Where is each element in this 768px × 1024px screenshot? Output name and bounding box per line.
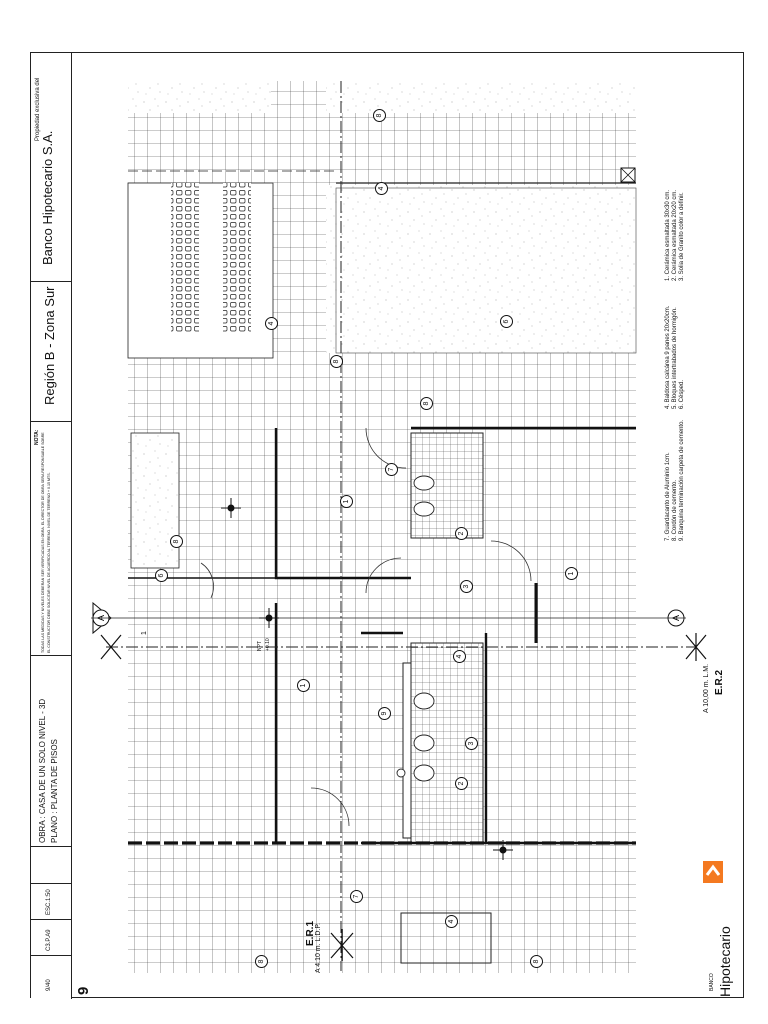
patio-lawn [336, 188, 636, 353]
page-number: 9 [75, 986, 92, 995]
nota-line-2: EL CONSTRUCTOR DEBE SOLICITAR NIVEL DE ACUERDO AL TERRENO. NIVEL DE TERRENO + 0.15 MTS. [47, 472, 51, 653]
title-block [31, 53, 72, 999]
logo-small-text: BANCO [709, 973, 715, 991]
section-a-right-label: A [671, 614, 681, 622]
logo-mark [703, 861, 723, 883]
region-label: Región B - Zona Sur [42, 286, 57, 405]
floor-plan [31, 53, 745, 999]
legend-col-1 [665, 190, 686, 281]
legend-item: 9. Banquina terminación carpeta de cemento. [679, 419, 685, 541]
legend-item: 2. Cerámica esmaltada 20x20 cm. [672, 189, 678, 281]
material-tag: 7 [385, 463, 398, 476]
material-tag: 4 [445, 915, 458, 928]
legend-item: 6. Césped. [679, 379, 685, 409]
tiled-floor-main [128, 353, 636, 973]
er1-label: E.R.1 [305, 920, 316, 946]
parking-area [128, 183, 273, 358]
material-tag: 6 [155, 569, 168, 582]
npt-label: NPT [257, 641, 263, 651]
code-label: C3.P.A9 [46, 929, 52, 951]
er1-level: A 4.10 m. L.D.P. [315, 922, 322, 973]
material-tag: 8 [170, 535, 183, 548]
legend-item: 1. Cerámica esmaltada 30x30 cm. [665, 189, 671, 281]
material-tag: 4 [453, 650, 466, 663]
material-tag: 1 [340, 495, 353, 508]
material-tag: 8 [255, 955, 268, 968]
npt-level: +0.10 [265, 638, 271, 651]
owner-caption: Propiedad exclusiva del [35, 77, 41, 141]
owner-name: Banco Hipotecario S.A. [40, 130, 55, 265]
material-tag: 7 [350, 890, 363, 903]
material-tag: 8 [373, 109, 386, 122]
side-lawn [131, 433, 179, 568]
material-tag: 3 [460, 580, 473, 593]
section-a-left-label: A [96, 614, 106, 622]
tiled-floor-top [128, 113, 636, 185]
scale-label: ESC.1:50 [46, 889, 52, 915]
material-tag: 4 [375, 182, 388, 195]
legend-item: 5. Bloques intertrabados de hormigón. [672, 307, 678, 409]
material-tag: 8 [420, 397, 433, 410]
legend-item: 4. Baldosa calcárea 9 panes 20x20cm. [665, 305, 671, 409]
sheet-ref: 9/40 [46, 979, 52, 991]
legend-item: 7. Guardacanto de Aluminio 1cm. [665, 452, 671, 541]
axis-mark-label: 1 [141, 631, 148, 635]
tiled-walkway [271, 81, 326, 371]
legend-item: 8. Cordón de cemento. [672, 479, 678, 541]
material-tag: 8 [530, 955, 543, 968]
material-tag: 4 [265, 317, 278, 330]
drawing-sheet [30, 52, 744, 998]
nota-line-1: TODAS LAS MEDIDAS Y NIVELES DEBERAN SER VERIFICADAS EN OBRA. EL DIRECTOR DE OBRA SERA RESPONSABLE SOBRE [41, 432, 45, 653]
material-tag: 2 [455, 777, 468, 790]
legend-col-2 [665, 306, 686, 409]
er2-level: A 10,00 m. L.M. [703, 663, 710, 713]
logo-name: Hipotecario [717, 926, 733, 997]
nota-label: NOTA: [34, 429, 40, 445]
material-tag: 1 [565, 567, 578, 580]
logo-icon [703, 861, 723, 883]
er2-label: E.R.2 [714, 669, 725, 695]
material-tag: 1 [297, 679, 310, 692]
obra-line: OBRA : CASA DE UN SOLO NIVEL - 3D [38, 698, 47, 843]
legend-col-3 [665, 420, 686, 541]
material-tag: 3 [465, 737, 478, 750]
legend-item: 3. Solia de Granito color a definir. [679, 192, 685, 281]
material-tag: 9 [378, 707, 391, 720]
material-tag: 2 [455, 527, 468, 540]
material-tag: 6 [500, 315, 513, 328]
plano-line: PLANO : PLANTA DE PISOS [50, 739, 59, 843]
pavers-right [223, 183, 251, 333]
material-tag: 8 [330, 355, 343, 368]
pavers-left [171, 183, 199, 333]
